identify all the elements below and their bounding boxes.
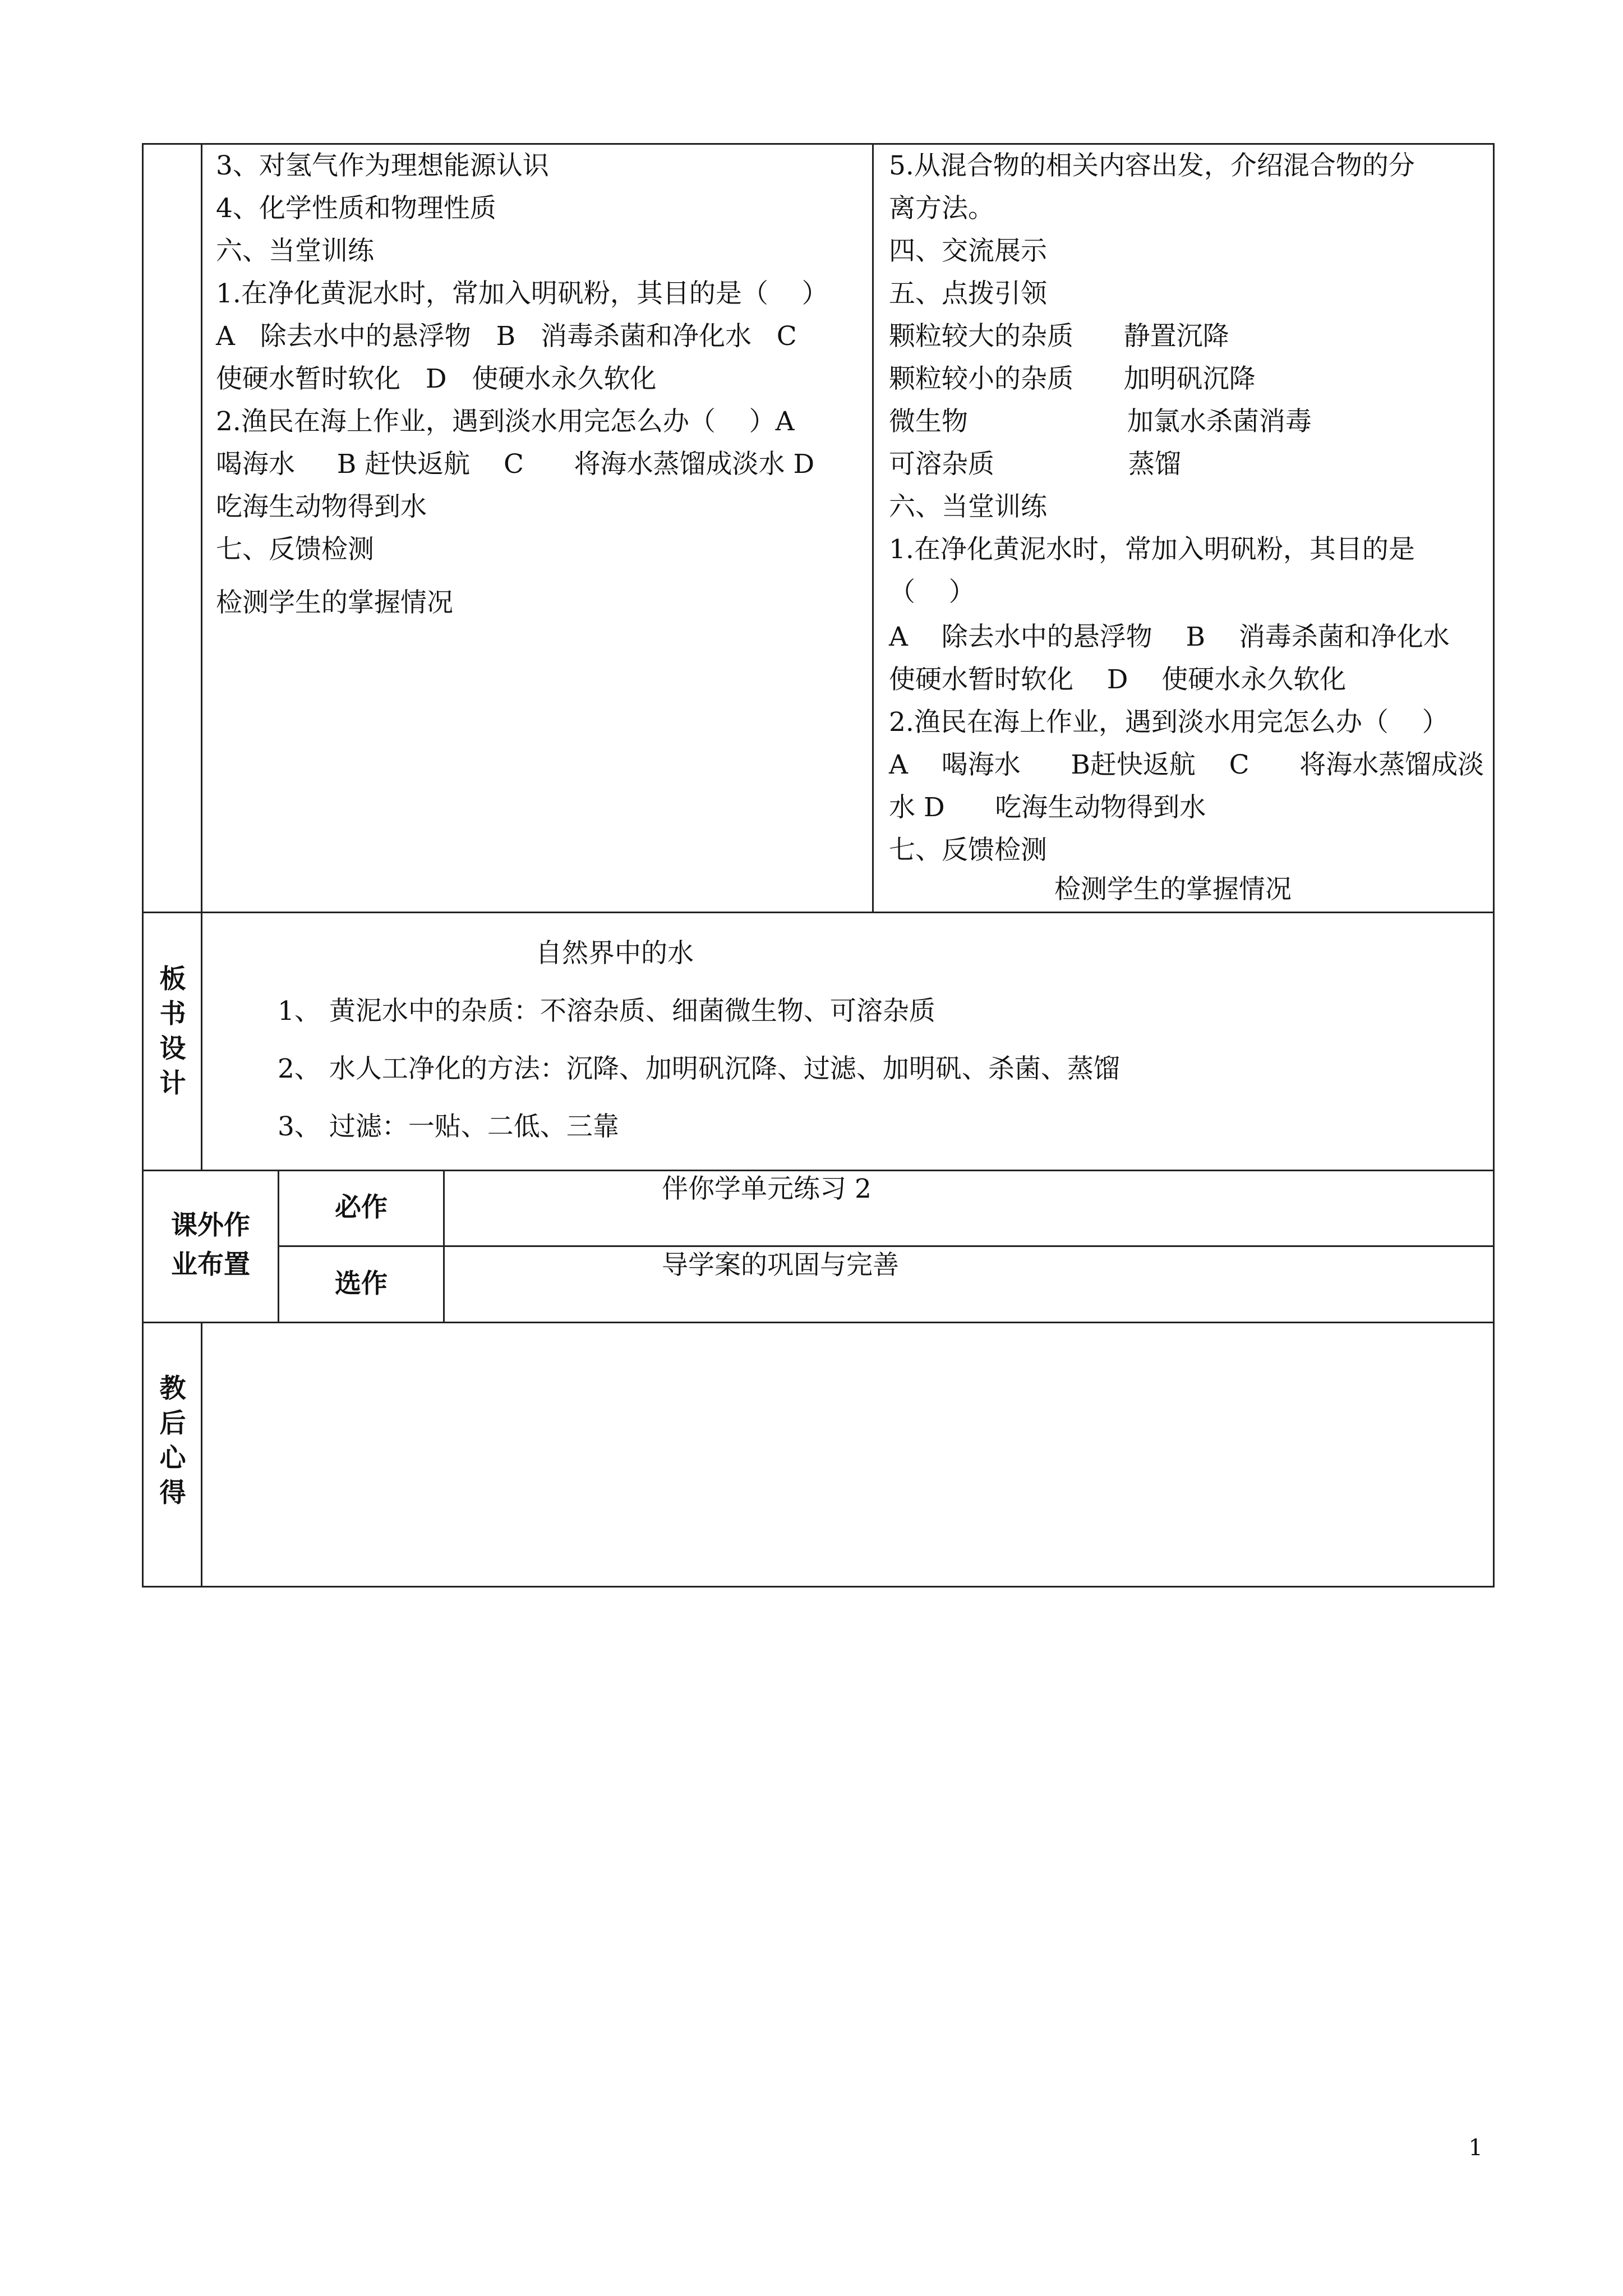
- text-line: 离方法。: [889, 193, 994, 224]
- board-title: 自然界中的水: [536, 938, 694, 969]
- board-item: 2、 水人工净化的方法：沉降、加明矾沉降、过滤、加明矾、杀菌、蒸馏: [278, 1053, 1120, 1084]
- board-design-label: 板书设计: [159, 964, 186, 1099]
- text-line: 水 D 吃海生动物得到水: [889, 792, 1206, 823]
- text-line: 可溶杂质 蒸馏: [889, 449, 1182, 480]
- text-line: 七、反馈检测: [216, 534, 374, 565]
- col-divider-label-upper: [201, 143, 202, 1171]
- homework-label-line: 业布置: [171, 1249, 250, 1280]
- homework-label-line: 课外作: [171, 1210, 250, 1241]
- text-line: 五、点拨引领: [889, 278, 1047, 309]
- text-line: 3、对氢气作为理想能源认识: [216, 150, 549, 181]
- text-line: 六、当堂训练: [889, 491, 1047, 522]
- text-line: 使硬水暂时软化 D 使硬水永久软化: [889, 664, 1347, 695]
- page-number: 1: [1468, 2135, 1483, 2161]
- board-item: 1、 黄泥水中的杂质：不溶杂质、细菌微生物、可溶杂质: [278, 996, 935, 1027]
- text-line: 1.在净化黄泥水时，常加入明矾粉，其目的是: [889, 534, 1415, 565]
- text-line: 检测学生的掌握情况: [1054, 874, 1292, 905]
- table-border-right: [1493, 143, 1495, 1588]
- text-line: （ ）: [889, 577, 975, 608]
- text-line: 颗粒较小的杂质 加明矾沉降: [889, 364, 1256, 394]
- text-line: 5.从混合物的相关内容出发，介绍混合物的分: [889, 150, 1415, 181]
- text-line: 七、反馈检测: [889, 835, 1047, 866]
- text-line: 使硬水暂时软化 D 使硬水永久软化: [216, 364, 657, 394]
- text-line: 颗粒较大的杂质 静置沉降: [889, 321, 1229, 352]
- required-text: 伴你学单元练习 2: [662, 1174, 872, 1204]
- text-line: 4、化学性质和物理性质: [216, 193, 496, 224]
- optional-text: 导学案的巩固与完善: [662, 1250, 899, 1281]
- text-line: 2.渔民在海上作业，遇到淡水用完怎么办（ ）A: [216, 406, 795, 437]
- table-border-bottom: [142, 1586, 1495, 1588]
- optional-label: 选作: [335, 1268, 388, 1299]
- text-line: A 喝海水 B赶快返航 C 将海水蒸馏成淡: [889, 749, 1484, 780]
- row-divider-1: [142, 912, 1495, 913]
- reflection-label: 教后心得: [159, 1373, 186, 1508]
- col-divider-homework-type: [443, 1170, 445, 1323]
- text-line: 喝海水 B 赶快返航 C 将海水蒸馏成淡水 D: [216, 449, 815, 480]
- text-line: 吃海生动物得到水: [216, 491, 427, 522]
- table-border-left: [142, 143, 144, 1588]
- col-divider-middle: [872, 143, 874, 913]
- text-line: 检测学生的掌握情况: [216, 587, 453, 618]
- text-line: A 除去水中的悬浮物 B 消毒杀菌和净化水 C: [216, 321, 797, 352]
- text-line: 1.在净化黄泥水时，常加入明矾粉，其目的是（ ）: [216, 278, 828, 309]
- required-label: 必作: [335, 1192, 388, 1223]
- text-line: 四、交流展示: [889, 236, 1047, 266]
- text-line: A 除去水中的悬浮物 B 消毒杀菌和净化水: [889, 622, 1450, 652]
- text-line: 微生物 加氯水杀菌消毒: [889, 406, 1312, 437]
- text-line: 2.渔民在海上作业，遇到淡水用完怎么办（ ）: [889, 707, 1449, 738]
- reflection-content[interactable]: [202, 1323, 1493, 1586]
- homework-label: [144, 1206, 278, 1285]
- text-line: 六、当堂训练: [216, 236, 374, 266]
- board-item: 3、 过滤：一贴、二低、三靠: [278, 1111, 619, 1142]
